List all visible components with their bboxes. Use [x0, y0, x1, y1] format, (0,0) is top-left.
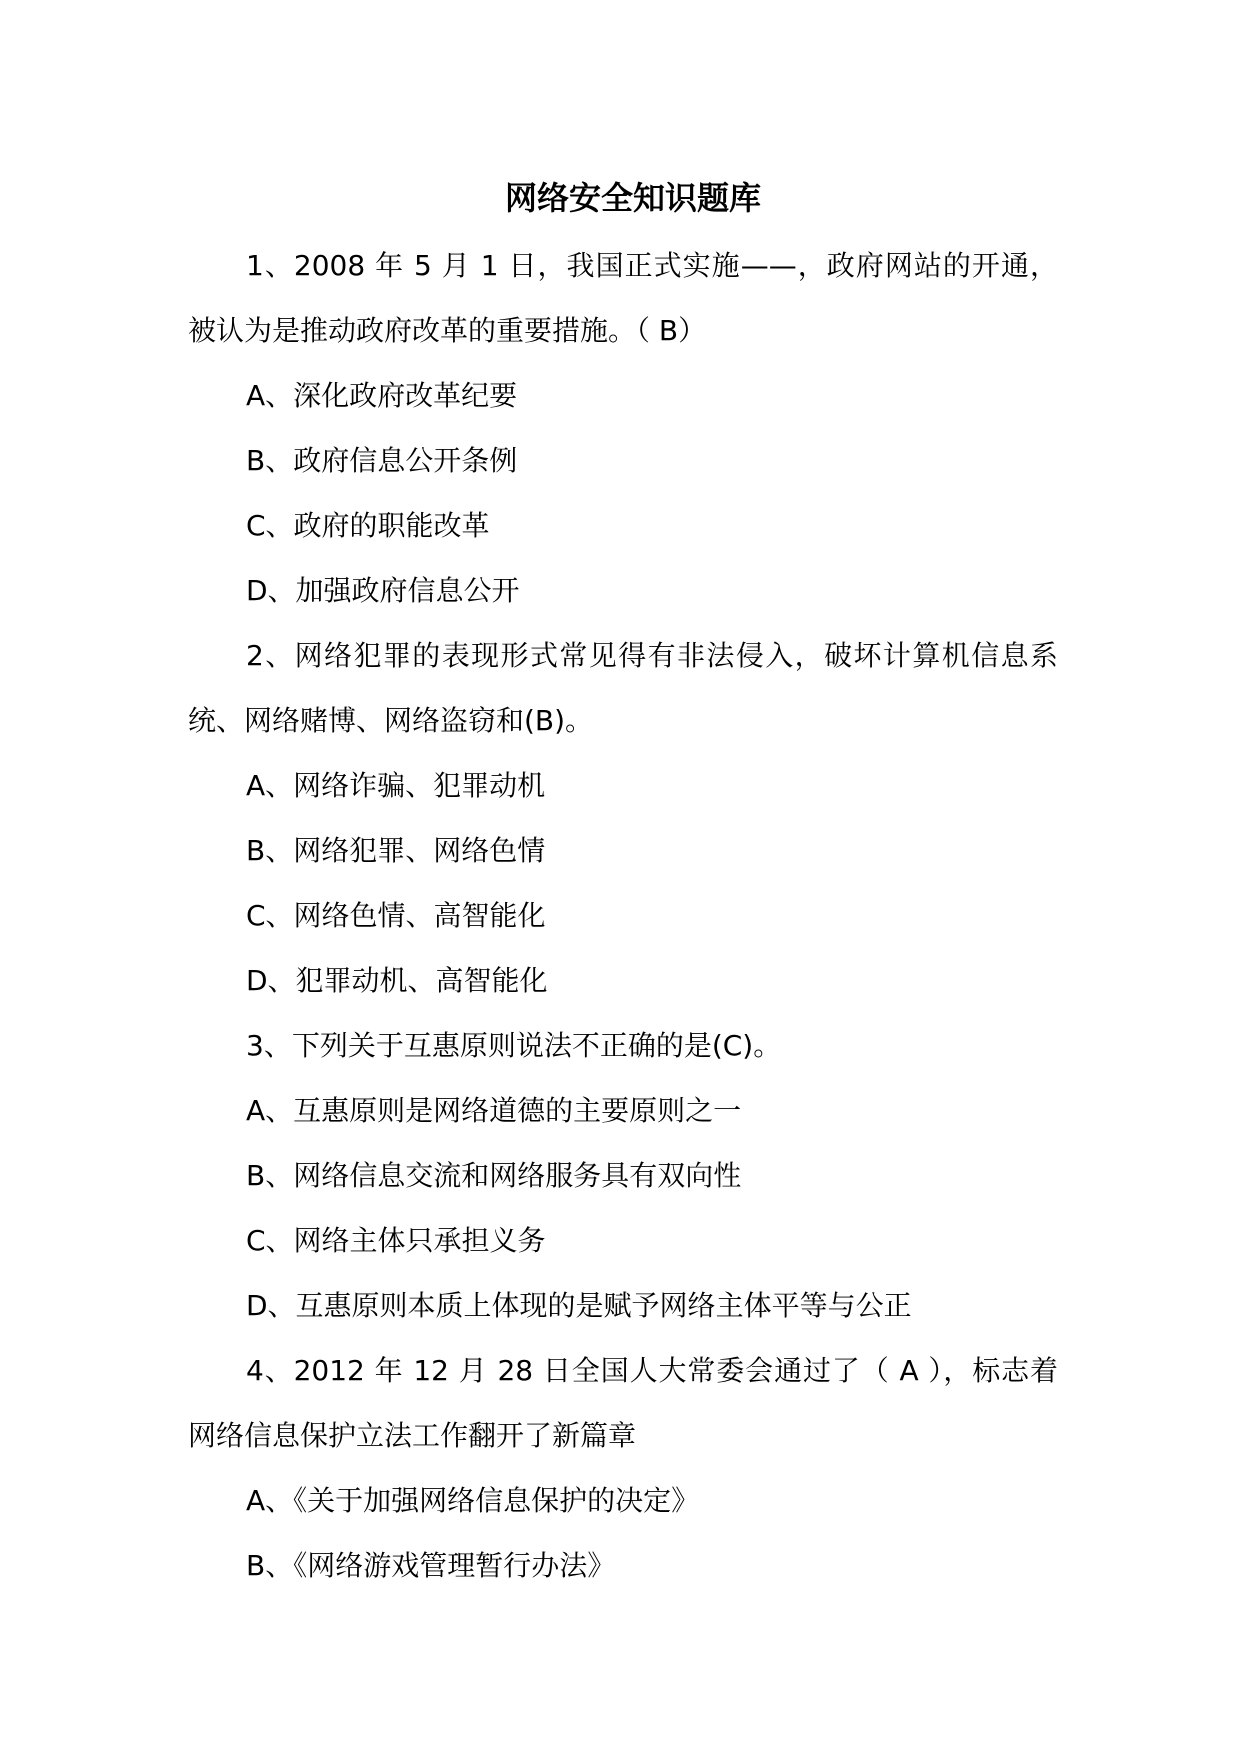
question-2-option-c: C、网络色情、高智能化 — [246, 899, 546, 932]
question-3 — [188, 1013, 1058, 1338]
question-3-option-d: D、互惠原则本质上体现的是赋予网络主体平等与公正 — [246, 1289, 912, 1322]
document-title: 网络安全知识题库 — [504, 179, 761, 217]
question-2-option-d: D、犯罪动机、高智能化 — [246, 964, 548, 997]
question-4 — [188, 1338, 1058, 1598]
question-1-option-c: C、政府的职能改革 — [246, 509, 490, 542]
question-1 — [188, 233, 1058, 623]
question-2-text: 2、网络犯罪的表现形式常见得有非法侵入，破坏计算机信息系统、网络赌博、网络盗窃和(B)。 — [188, 639, 1058, 737]
question-3-option-c: C、网络主体只承担义务 — [246, 1224, 546, 1257]
question-2-option-b: B、网络犯罪、网络色情 — [246, 834, 546, 867]
question-4-text: 4、2012 年 12 月 28 日全国人大常委会通过了（ A ），标志着网络信息保护立法工作翻开了新篇章 — [188, 1354, 1058, 1452]
question-2-option-a: A、网络诈骗、犯罪动机 — [246, 769, 546, 802]
question-1-option-b: B、政府信息公开条例 — [246, 444, 518, 477]
question-3-text: 3、下列关于互惠原则说法不正确的是(C)。 — [246, 1029, 782, 1062]
question-1-option-a: A、深化政府改革纪要 — [246, 379, 518, 412]
question-2 — [188, 623, 1058, 1013]
question-3-option-b: B、网络信息交流和网络服务具有双向性 — [246, 1159, 742, 1192]
question-1-text: 1、2008 年 5 月 1 日，我国正式实施——，政府网站的开通，被认为是推动政府改革的重要措施。（ B） — [188, 249, 1058, 347]
question-4-option-a: A、《关于加强网络信息保护的决定》 — [246, 1484, 700, 1517]
document-page — [188, 168, 1058, 1598]
question-3-option-a: A、互惠原则是网络道德的主要原则之一 — [246, 1094, 742, 1127]
question-1-option-d: D、加强政府信息公开 — [246, 574, 520, 607]
question-4-option-b: B、《网络游戏管理暂行办法》 — [246, 1549, 616, 1582]
